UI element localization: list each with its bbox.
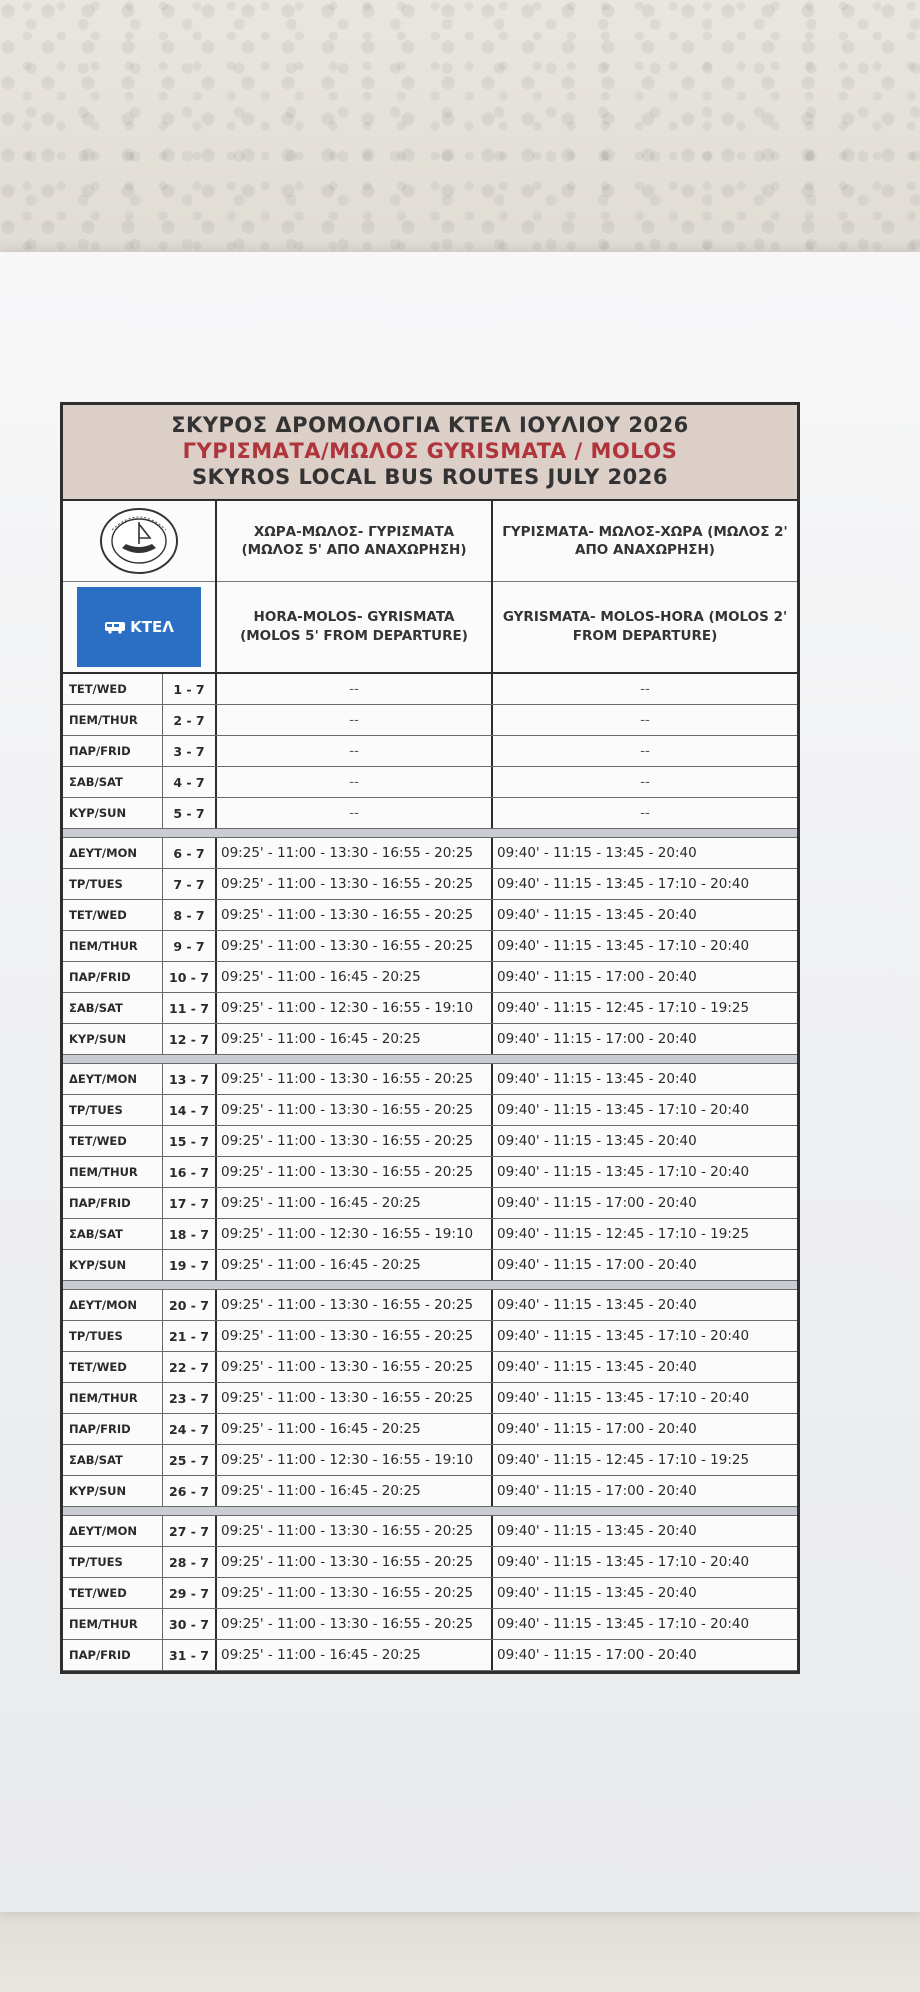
bus-icon bbox=[104, 620, 126, 634]
return-times-cell: 09:40' - 11:15 - 13:45 - 20:40 bbox=[497, 1523, 697, 1539]
table-row bbox=[63, 838, 797, 869]
title-route: ΓΥΡΙΣΜΑΤΑ/ΜΩΛΟΣ GYRISMATA / MOLOS bbox=[182, 439, 678, 463]
return-times-cell: 09:40' - 11:15 - 17:00 - 20:40 bbox=[497, 1421, 697, 1437]
table-row bbox=[63, 931, 797, 962]
date-cell: 15 - 7 bbox=[163, 1126, 217, 1156]
day-cell: ΤΡ/TUES bbox=[63, 869, 163, 899]
outbound-times-cell: -- bbox=[217, 736, 493, 766]
day-cell: ΚΥΡ/SUN bbox=[63, 798, 163, 828]
date-cell: 26 - 7 bbox=[163, 1476, 217, 1506]
table-row bbox=[63, 1547, 797, 1578]
table-row bbox=[63, 767, 797, 798]
ktel-logo-box bbox=[77, 587, 201, 667]
day-cell: ΣΑΒ/SAT bbox=[63, 767, 163, 797]
return-times-cell: 09:40' - 11:15 - 12:45 - 17:10 - 19:25 bbox=[497, 1000, 750, 1016]
day-cell: ΚΥΡ/SUN bbox=[63, 1250, 163, 1280]
date-cell: 28 - 7 bbox=[163, 1547, 217, 1577]
return-times-cell: 09:40' - 11:15 - 13:45 - 17:10 - 20:40 bbox=[497, 1616, 750, 1632]
table-row bbox=[63, 1609, 797, 1640]
table-row bbox=[63, 1024, 797, 1055]
outbound-times-cell: 09:25' - 11:00 - 13:30 - 16:55 - 20:25 bbox=[217, 1547, 493, 1577]
date-cell: 23 - 7 bbox=[163, 1383, 217, 1413]
date-cell: 5 - 7 bbox=[163, 798, 217, 828]
return-times-cell: 09:40' - 11:15 - 17:00 - 20:40 bbox=[497, 1257, 697, 1273]
table-row bbox=[63, 900, 797, 931]
timetable bbox=[60, 402, 800, 1674]
table-row bbox=[63, 1352, 797, 1383]
date-cell: 7 - 7 bbox=[163, 869, 217, 899]
outbound-times-cell: 09:25' - 11:00 - 13:30 - 16:55 - 20:25 bbox=[217, 838, 493, 868]
table-row bbox=[63, 1445, 797, 1476]
date-cell: 2 - 7 bbox=[163, 705, 217, 735]
week-separator bbox=[63, 829, 797, 838]
day-cell: ΠΕΜ/THUR bbox=[63, 1157, 163, 1187]
outbound-times-cell: 09:25' - 11:00 - 16:45 - 20:25 bbox=[217, 1188, 493, 1218]
outbound-times-cell: 09:25' - 11:00 - 13:30 - 16:55 - 20:25 bbox=[217, 931, 493, 961]
date-cell: 16 - 7 bbox=[163, 1157, 217, 1187]
return-times-cell: 09:40' - 11:15 - 13:45 - 20:40 bbox=[497, 1133, 697, 1149]
return-times-cell: 09:40' - 11:15 - 13:45 - 20:40 bbox=[497, 1359, 697, 1375]
table-row bbox=[63, 1064, 797, 1095]
week-separator bbox=[63, 1281, 797, 1290]
header-outbound-english: HORA-MOLOS- GYRISMATA (MOLOS 5' FROM DEPARTURE) bbox=[240, 609, 468, 644]
date-cell: 4 - 7 bbox=[163, 767, 217, 797]
day-cell: ΤΕΤ/WED bbox=[63, 674, 163, 704]
day-cell: ΤΕΤ/WED bbox=[63, 1352, 163, 1382]
date-cell: 25 - 7 bbox=[163, 1445, 217, 1475]
table-row bbox=[63, 674, 797, 705]
return-times-cell: -- bbox=[640, 774, 650, 790]
day-cell: ΚΥΡ/SUN bbox=[63, 1024, 163, 1054]
date-cell: 30 - 7 bbox=[163, 1609, 217, 1639]
municipality-seal-icon bbox=[98, 506, 180, 576]
table-row bbox=[63, 1476, 797, 1507]
return-times-cell: 09:40' - 11:15 - 13:45 - 20:40 bbox=[497, 1071, 697, 1087]
date-cell: 20 - 7 bbox=[163, 1290, 217, 1320]
outbound-times-cell: 09:25' - 11:00 - 16:45 - 20:25 bbox=[217, 1250, 493, 1280]
return-times-cell: 09:40' - 11:15 - 13:45 - 17:10 - 20:40 bbox=[497, 938, 750, 954]
return-times-cell: 09:40' - 11:15 - 17:00 - 20:40 bbox=[497, 969, 697, 985]
date-cell: 27 - 7 bbox=[163, 1516, 217, 1546]
date-cell: 19 - 7 bbox=[163, 1250, 217, 1280]
day-cell: ΠΕΜ/THUR bbox=[63, 705, 163, 735]
date-cell: 9 - 7 bbox=[163, 931, 217, 961]
outbound-times-cell: 09:25' - 11:00 - 13:30 - 16:55 - 20:25 bbox=[217, 1609, 493, 1639]
outbound-times-cell: 09:25' - 11:00 - 16:45 - 20:25 bbox=[217, 962, 493, 992]
return-times-cell: 09:40' - 11:15 - 17:00 - 20:40 bbox=[497, 1031, 697, 1047]
table-row bbox=[63, 962, 797, 993]
return-times-cell: 09:40' - 11:15 - 12:45 - 17:10 - 19:25 bbox=[497, 1226, 750, 1242]
return-times-cell: 09:40' - 11:15 - 13:45 - 17:10 - 20:40 bbox=[497, 1102, 750, 1118]
day-cell: ΠΕΜ/THUR bbox=[63, 1609, 163, 1639]
date-cell: 18 - 7 bbox=[163, 1219, 217, 1249]
day-cell: ΚΥΡ/SUN bbox=[63, 1476, 163, 1506]
table-row bbox=[63, 1578, 797, 1609]
header-return-english: GYRISMATA- MOLOS-HORA (MOLOS 2' FROM DEPARTURE) bbox=[502, 609, 788, 644]
table-row bbox=[63, 1383, 797, 1414]
title-english: SKYROS LOCAL BUS ROUTES JULY 2026 bbox=[191, 465, 669, 489]
day-cell: ΠΑΡ/FRID bbox=[63, 962, 163, 992]
date-cell: 21 - 7 bbox=[163, 1321, 217, 1351]
outbound-times-cell: 09:25' - 11:00 - 13:30 - 16:55 - 20:25 bbox=[217, 1516, 493, 1546]
day-cell: ΠΑΡ/FRID bbox=[63, 1640, 163, 1670]
return-times-cell: 09:40' - 11:15 - 13:45 - 17:10 - 20:40 bbox=[497, 876, 750, 892]
outbound-times-cell: 09:25' - 11:00 - 13:30 - 16:55 - 20:25 bbox=[217, 900, 493, 930]
table-row bbox=[63, 1250, 797, 1281]
outbound-times-cell: 09:25' - 11:00 - 13:30 - 16:55 - 20:25 bbox=[217, 1352, 493, 1382]
outbound-times-cell: 09:25' - 11:00 - 16:45 - 20:25 bbox=[217, 1640, 493, 1670]
date-cell: 11 - 7 bbox=[163, 993, 217, 1023]
return-times-cell: -- bbox=[640, 681, 650, 697]
return-times-cell: 09:40' - 11:15 - 17:00 - 20:40 bbox=[497, 1483, 697, 1499]
header-return-greek: ΓΥΡΙΣΜΑΤΑ- ΜΩΛΟΣ-ΧΩΡΑ (ΜΩΛΟΣ 2' ΑΠΟ ΑΝΑΧΩΡΗΣΗ) bbox=[493, 501, 797, 582]
day-cell: ΤΡ/TUES bbox=[63, 1321, 163, 1351]
day-cell: ΔΕΥΤ/MON bbox=[63, 1064, 163, 1094]
table-row bbox=[63, 1321, 797, 1352]
return-times-cell: 09:40' - 11:15 - 13:45 - 20:40 bbox=[497, 845, 697, 861]
table-row bbox=[63, 736, 797, 767]
outbound-times-cell: 09:25' - 11:00 - 13:30 - 16:55 - 20:25 bbox=[217, 1578, 493, 1608]
outbound-times-cell: -- bbox=[217, 767, 493, 797]
header-column-return bbox=[493, 501, 797, 672]
return-times-cell: -- bbox=[640, 712, 650, 728]
table-row bbox=[63, 1516, 797, 1547]
return-times-cell: 09:40' - 11:15 - 13:45 - 17:10 - 20:40 bbox=[497, 1390, 750, 1406]
return-times-cell: 09:40' - 11:15 - 17:00 - 20:40 bbox=[497, 1195, 697, 1211]
logo-column bbox=[63, 501, 217, 672]
timetable-header bbox=[63, 501, 797, 674]
outbound-times-cell: 09:25' - 11:00 - 16:45 - 20:25 bbox=[217, 1024, 493, 1054]
date-cell: 1 - 7 bbox=[163, 674, 217, 704]
day-cell: ΤΡ/TUES bbox=[63, 1547, 163, 1577]
date-cell: 10 - 7 bbox=[163, 962, 217, 992]
outbound-times-cell: 09:25' - 11:00 - 13:30 - 16:55 - 20:25 bbox=[217, 1095, 493, 1125]
table-row bbox=[63, 705, 797, 736]
day-cell: ΣΑΒ/SAT bbox=[63, 993, 163, 1023]
day-cell: ΠΑΡ/FRID bbox=[63, 1188, 163, 1218]
municipality-seal bbox=[63, 501, 215, 582]
return-times-cell: 09:40' - 11:15 - 13:45 - 17:10 - 20:40 bbox=[497, 1328, 750, 1344]
day-cell: ΣΑΒ/SAT bbox=[63, 1219, 163, 1249]
date-cell: 8 - 7 bbox=[163, 900, 217, 930]
table-row bbox=[63, 869, 797, 900]
day-cell: ΠΕΜ/THUR bbox=[63, 931, 163, 961]
day-cell: ΤΕΤ/WED bbox=[63, 1126, 163, 1156]
day-cell: ΔΕΥΤ/MON bbox=[63, 1290, 163, 1320]
return-times-cell: 09:40' - 11:15 - 13:45 - 20:40 bbox=[497, 907, 697, 923]
return-times-cell: 09:40' - 11:15 - 13:45 - 17:10 - 20:40 bbox=[497, 1554, 750, 1570]
date-cell: 14 - 7 bbox=[163, 1095, 217, 1125]
header-column-outbound bbox=[217, 501, 493, 672]
outbound-times-cell: -- bbox=[217, 674, 493, 704]
title-greek: ΣΚΥΡΟΣ ΔΡΟΜΟΛΟΓΙΑ ΚΤΕΛ ΙΟΥΛΙΟΥ 2026 bbox=[171, 413, 689, 437]
return-times-cell: 09:40' - 11:15 - 13:45 - 17:10 - 20:40 bbox=[497, 1164, 750, 1180]
day-cell: ΤΕΤ/WED bbox=[63, 900, 163, 930]
table-row bbox=[63, 1640, 797, 1671]
outbound-times-cell: 09:25' - 11:00 - 12:30 - 16:55 - 19:10 bbox=[217, 1445, 493, 1475]
day-cell: ΤΕΤ/WED bbox=[63, 1578, 163, 1608]
header-outbound-greek: ΧΩΡΑ-ΜΩΛΟΣ- ΓΥΡΙΣΜΑΤΑ (ΜΩΛΟΣ 5' ΑΠΟ ΑΝΑΧΩΡΗΣΗ) bbox=[217, 501, 491, 582]
table-row bbox=[63, 1157, 797, 1188]
ktel-logo-text: ΚΤΕΛ bbox=[130, 618, 174, 636]
date-cell: 12 - 7 bbox=[163, 1024, 217, 1054]
table-row bbox=[63, 1095, 797, 1126]
timetable-title-block bbox=[63, 405, 797, 501]
return-times-cell: 09:40' - 11:15 - 13:45 - 20:40 bbox=[497, 1585, 697, 1601]
timetable-rows bbox=[63, 674, 797, 1671]
table-row bbox=[63, 1414, 797, 1445]
table-row bbox=[63, 1290, 797, 1321]
outbound-times-cell: 09:25' - 11:00 - 16:45 - 20:25 bbox=[217, 1476, 493, 1506]
date-cell: 31 - 7 bbox=[163, 1640, 217, 1670]
return-times-cell: 09:40' - 11:15 - 13:45 - 20:40 bbox=[497, 1297, 697, 1313]
day-cell: ΣΑΒ/SAT bbox=[63, 1445, 163, 1475]
outbound-times-cell: 09:25' - 11:00 - 13:30 - 16:55 - 20:25 bbox=[217, 1126, 493, 1156]
return-times-cell: 09:40' - 11:15 - 12:45 - 17:10 - 19:25 bbox=[497, 1452, 750, 1468]
table-row bbox=[63, 1188, 797, 1219]
outbound-times-cell: -- bbox=[217, 798, 493, 828]
return-times-cell: -- bbox=[640, 743, 650, 759]
day-cell: ΤΡ/TUES bbox=[63, 1095, 163, 1125]
return-times-cell: 09:40' - 11:15 - 17:00 - 20:40 bbox=[497, 1647, 697, 1663]
outbound-times-cell: 09:25' - 11:00 - 13:30 - 16:55 - 20:25 bbox=[217, 1321, 493, 1351]
ktel-logo bbox=[63, 582, 215, 672]
week-separator bbox=[63, 1507, 797, 1516]
outbound-times-cell: 09:25' - 11:00 - 16:45 - 20:25 bbox=[217, 1414, 493, 1444]
table-row bbox=[63, 798, 797, 829]
date-cell: 24 - 7 bbox=[163, 1414, 217, 1444]
outbound-times-cell: 09:25' - 11:00 - 13:30 - 16:55 - 20:25 bbox=[217, 869, 493, 899]
outbound-times-cell: 09:25' - 11:00 - 12:30 - 16:55 - 19:10 bbox=[217, 993, 493, 1023]
date-cell: 3 - 7 bbox=[163, 736, 217, 766]
return-times-cell: -- bbox=[640, 805, 650, 821]
date-cell: 13 - 7 bbox=[163, 1064, 217, 1094]
day-cell: ΔΕΥΤ/MON bbox=[63, 838, 163, 868]
date-cell: 22 - 7 bbox=[163, 1352, 217, 1382]
outbound-times-cell: 09:25' - 11:00 - 13:30 - 16:55 - 20:25 bbox=[217, 1157, 493, 1187]
outbound-times-cell: 09:25' - 11:00 - 13:30 - 16:55 - 20:25 bbox=[217, 1290, 493, 1320]
date-cell: 17 - 7 bbox=[163, 1188, 217, 1218]
day-cell: ΔΕΥΤ/MON bbox=[63, 1516, 163, 1546]
day-cell: ΠΕΜ/THUR bbox=[63, 1383, 163, 1413]
outbound-times-cell: -- bbox=[217, 705, 493, 735]
outbound-times-cell: 09:25' - 11:00 - 13:30 - 16:55 - 20:25 bbox=[217, 1383, 493, 1413]
date-cell: 6 - 7 bbox=[163, 838, 217, 868]
day-cell: ΠΑΡ/FRID bbox=[63, 736, 163, 766]
outbound-times-cell: 09:25' - 11:00 - 12:30 - 16:55 - 19:10 bbox=[217, 1219, 493, 1249]
date-cell: 29 - 7 bbox=[163, 1578, 217, 1608]
day-cell: ΠΑΡ/FRID bbox=[63, 1414, 163, 1444]
week-separator bbox=[63, 1055, 797, 1064]
table-row bbox=[63, 1126, 797, 1157]
outbound-times-cell: 09:25' - 11:00 - 13:30 - 16:55 - 20:25 bbox=[217, 1064, 493, 1094]
table-row bbox=[63, 993, 797, 1024]
table-row bbox=[63, 1219, 797, 1250]
